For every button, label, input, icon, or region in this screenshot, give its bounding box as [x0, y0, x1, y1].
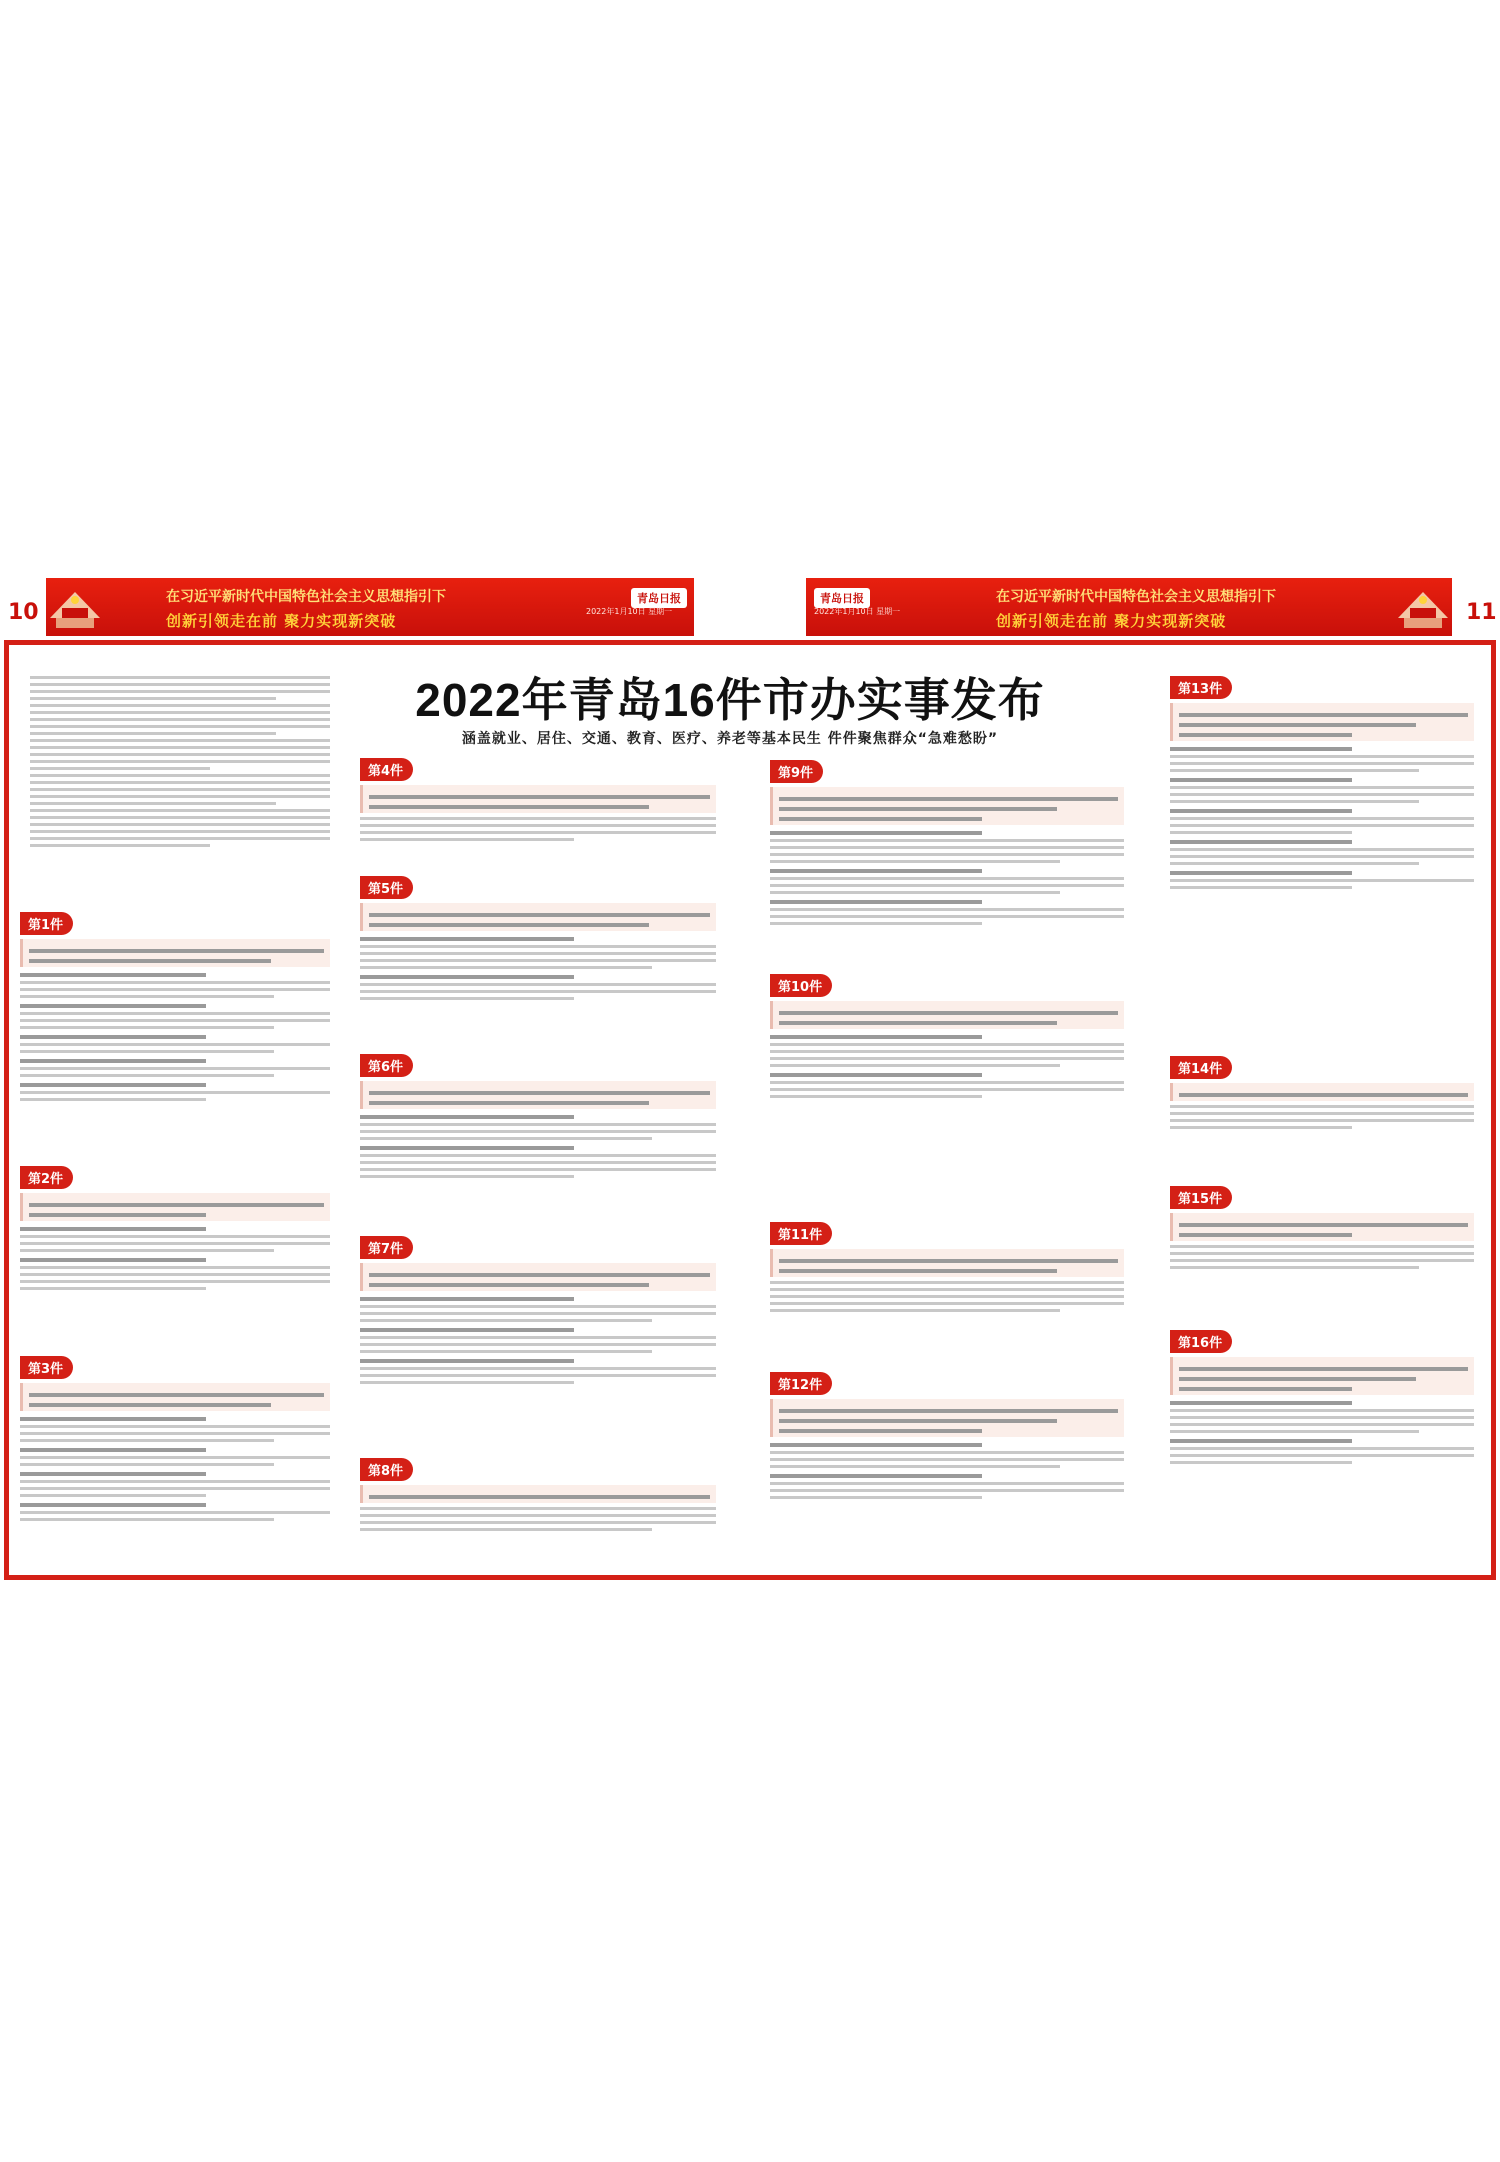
item-tag: 第1件	[20, 912, 73, 935]
item-summary-box	[360, 1263, 716, 1291]
item-body	[360, 1115, 716, 1178]
great-hall-emblem-icon	[1394, 578, 1452, 636]
banner-slogan: 在习近平新时代中国特色社会主义思想指引下	[166, 589, 446, 605]
item-13	[1170, 676, 1474, 889]
item-summary-box	[1170, 1357, 1474, 1395]
item-body	[770, 1443, 1124, 1499]
newspaper-date: 2022年1月10日 星期一	[814, 607, 901, 616]
item-tag: 第5件	[360, 876, 413, 899]
item-tag: 第3件	[20, 1356, 73, 1379]
item-summary-box	[20, 1383, 330, 1411]
item-15	[1170, 1186, 1474, 1269]
newspaper-logo: 青岛日报	[631, 588, 687, 608]
item-summary-box	[1170, 1213, 1474, 1241]
item-tag: 第10件	[770, 974, 832, 997]
item-body	[1170, 747, 1474, 889]
page-number-right: 11	[1466, 600, 1497, 625]
item-summary-box	[770, 787, 1124, 825]
item-summary-box	[360, 785, 716, 813]
item-summary-box	[20, 1193, 330, 1221]
item-tag: 第14件	[1170, 1056, 1232, 1079]
item-summary-box	[360, 903, 716, 931]
item-tag: 第8件	[360, 1458, 413, 1481]
item-tag: 第15件	[1170, 1186, 1232, 1209]
item-tag: 第6件	[360, 1054, 413, 1077]
item-body	[360, 937, 716, 1000]
item-body	[360, 1297, 716, 1384]
item-body	[360, 1507, 716, 1531]
item-tag: 第7件	[360, 1236, 413, 1259]
header-banner-right	[806, 578, 1452, 636]
item-8	[360, 1458, 716, 1531]
banner-slogan: 在习近平新时代中国特色社会主义思想指引下	[996, 589, 1276, 605]
banner-subslogan: 创新引领走在前 聚力实现新突破	[996, 612, 1227, 630]
item-summary-box	[360, 1485, 716, 1503]
page-number-left: 10	[8, 600, 39, 625]
item-body	[1170, 1401, 1474, 1464]
item-body	[20, 973, 330, 1101]
item-body	[20, 1417, 330, 1521]
item-16	[1170, 1330, 1474, 1464]
item-body	[770, 1035, 1124, 1098]
item-summary-box	[770, 1001, 1124, 1029]
item-4	[360, 758, 716, 841]
intro-article	[30, 672, 330, 847]
sub-headline: 涵盖就业、居住、交通、教育、医疗、养老等基本民生 件件聚焦群众“急难愁盼”	[461, 731, 999, 747]
item-summary-box	[1170, 1083, 1474, 1101]
item-body	[770, 1281, 1124, 1312]
item-3	[20, 1356, 330, 1521]
header-banner-left	[46, 578, 694, 636]
item-tag: 第9件	[770, 760, 823, 783]
item-body	[1170, 1245, 1474, 1269]
item-2	[20, 1166, 330, 1290]
main-headline: 2022年青岛16件市办实事发布	[415, 674, 1045, 726]
item-10	[770, 974, 1124, 1098]
item-body	[20, 1227, 330, 1290]
item-1	[20, 912, 330, 1101]
item-summary-box	[20, 939, 330, 967]
item-5	[360, 876, 716, 1000]
item-7	[360, 1236, 716, 1384]
item-9	[770, 760, 1124, 925]
item-body	[770, 831, 1124, 925]
item-tag: 第12件	[770, 1372, 832, 1395]
item-summary-box	[770, 1249, 1124, 1277]
item-14	[1170, 1056, 1474, 1129]
item-tag: 第13件	[1170, 676, 1232, 699]
item-12	[770, 1372, 1124, 1499]
item-summary-box	[770, 1399, 1124, 1437]
item-6	[360, 1054, 716, 1178]
item-tag: 第11件	[770, 1222, 832, 1245]
item-body	[360, 817, 716, 841]
newspaper-date: 2022年1月10日 星期一	[586, 607, 673, 616]
banner-subslogan: 创新引领走在前 聚力实现新突破	[166, 612, 397, 630]
item-tag: 第2件	[20, 1166, 73, 1189]
item-tag: 第4件	[360, 758, 413, 781]
item-summary-box	[1170, 703, 1474, 741]
item-tag: 第16件	[1170, 1330, 1232, 1353]
item-summary-box	[360, 1081, 716, 1109]
great-hall-emblem-icon	[46, 578, 104, 636]
item-body	[1170, 1105, 1474, 1129]
newspaper-logo: 青岛日报	[814, 588, 870, 608]
item-11	[770, 1222, 1124, 1312]
